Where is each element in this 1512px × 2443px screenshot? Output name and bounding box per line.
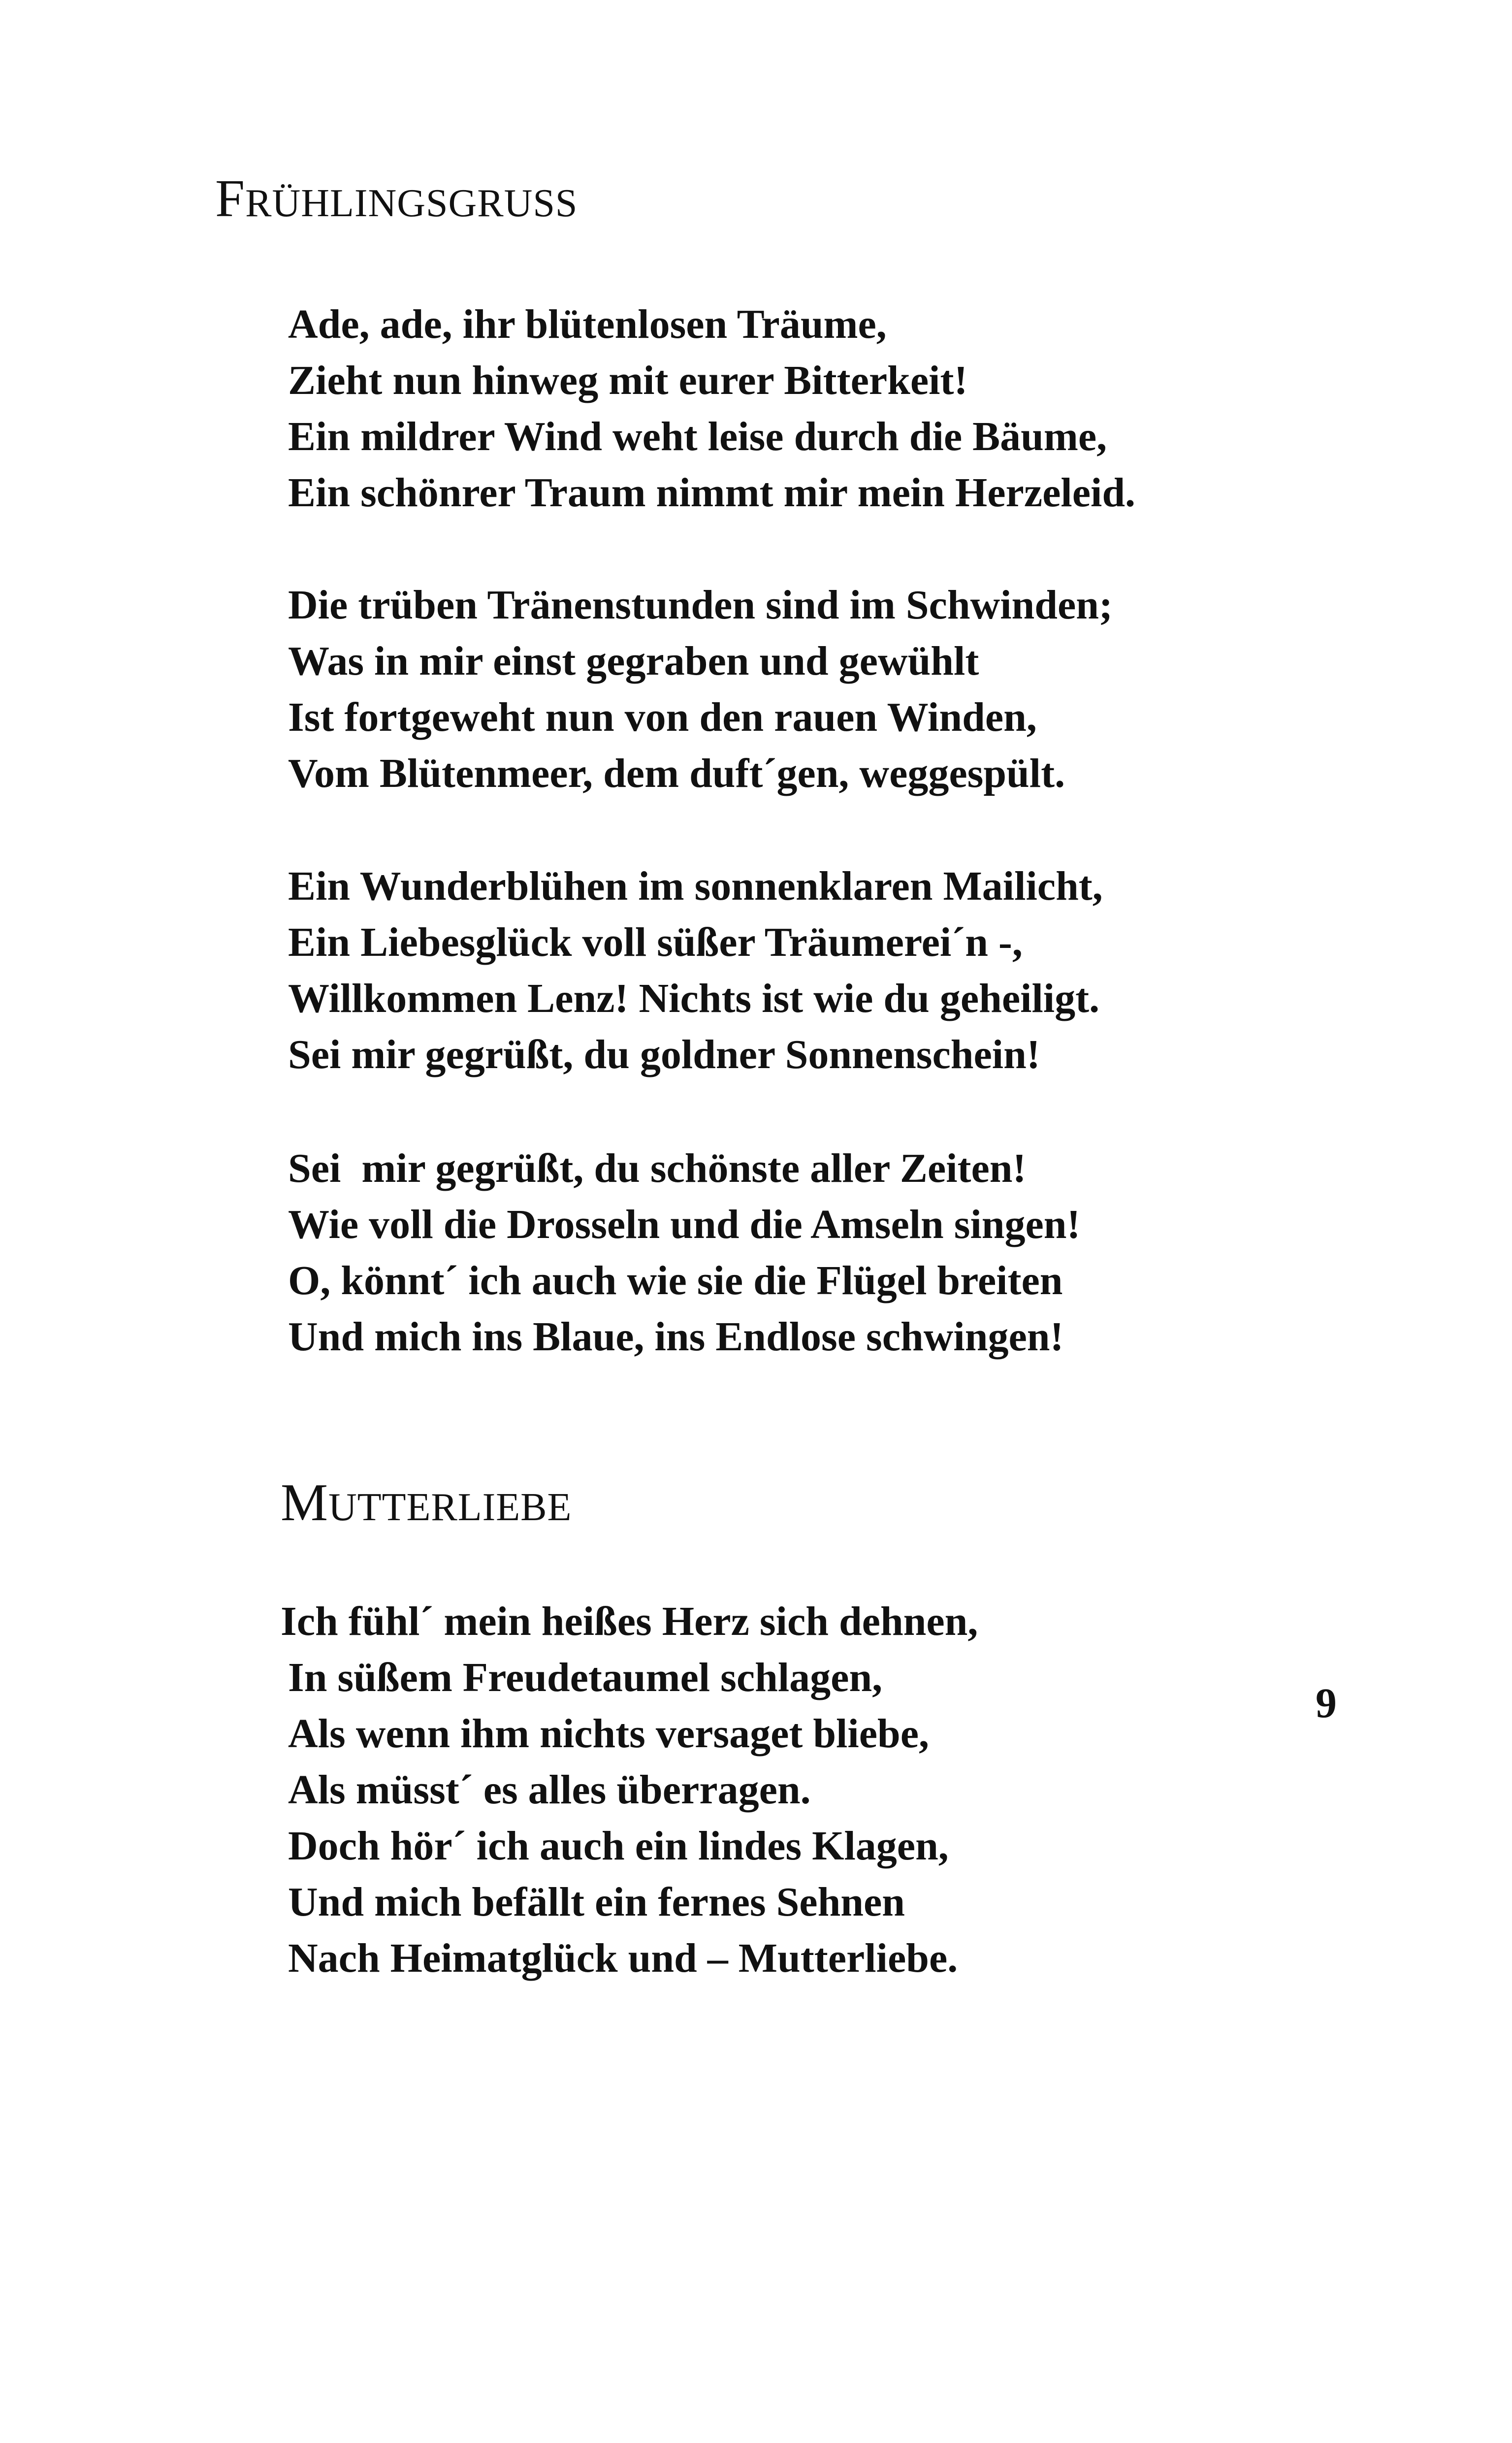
verse-line: Zieht nun hinweg mit eurer Bitterkeit!	[288, 358, 968, 403]
verse-line: Sei mir gegrüßt, du goldner Sonnenschein!	[288, 1032, 1040, 1077]
title-rest: RÜHLINGSGRUSS	[245, 182, 578, 225]
verse-line: Nach Heimatglück und – Mutterliebe.	[288, 1935, 958, 1981]
verse-line: Ein Wunderblühen im sonnenklaren Mailicht,	[288, 863, 1103, 909]
stanza-1	[288, 296, 1135, 521]
stanza-3	[288, 858, 1103, 1083]
verse-line: Ein mildrer Wind weht leise durch die Bäume,	[288, 414, 1107, 459]
stanza-mutterliebe	[281, 1594, 978, 1987]
verse-line: Was in mir einst gegraben und gewühlt	[288, 638, 979, 684]
verse-line: Ich fühl´ mein heißes Herz sich dehnen,	[281, 1598, 978, 1644]
verse-line: Doch hör´ ich auch ein lindes Klagen,	[288, 1823, 949, 1869]
verse-line: Als wenn ihm nichts versaget bliebe,	[288, 1711, 929, 1757]
verse-line: Ein Liebesglück voll süßer Träumerei´n -,	[288, 919, 1023, 965]
verse-line: Ade, ade, ihr blütenlosen Träume,	[288, 301, 887, 347]
verse-line: Als müsst´ es alles überragen.	[288, 1767, 811, 1813]
verse-line: Ein schönrer Traum nimmt mir mein Herzeleid.	[288, 470, 1136, 516]
verse-line: Sei mir gegrüßt, du schönste aller Zeiten!	[288, 1145, 1027, 1191]
verse-line: O, könnt´ ich auch wie sie die Flügel breiten	[288, 1258, 1063, 1303]
title-rest: UTTERLIEBE	[328, 1486, 572, 1529]
verse-line: Vom Blütenmeer, dem duft´gen, weggespült.	[288, 750, 1065, 796]
stanza-2	[288, 577, 1113, 802]
page-number: 9	[1316, 1679, 1337, 1726]
stanza-4	[288, 1140, 1081, 1365]
title-initial: F	[215, 169, 246, 228]
verse-line: Ist fortgeweht nun von den rauen Winden,	[288, 694, 1037, 740]
poem-title-mutterliebe	[281, 1473, 572, 1532]
title-initial: M	[281, 1473, 329, 1532]
verse-line: Die trüben Tränenstunden sind im Schwinden;	[288, 582, 1113, 628]
poem-title-fruehlingsgruss	[215, 169, 578, 228]
verse-line: Willkommen Lenz! Nichts ist wie du geheiligt.	[288, 976, 1100, 1021]
verse-line: Und mich ins Blaue, ins Endlose schwingen!	[288, 1314, 1064, 1360]
verse-line: In süßem Freudetaumel schlagen,	[288, 1655, 883, 1700]
verse-line: Wie voll die Drosseln und die Amseln singen!	[288, 1202, 1081, 1247]
verse-line: Und mich befällt ein fernes Sehnen	[288, 1879, 905, 1925]
